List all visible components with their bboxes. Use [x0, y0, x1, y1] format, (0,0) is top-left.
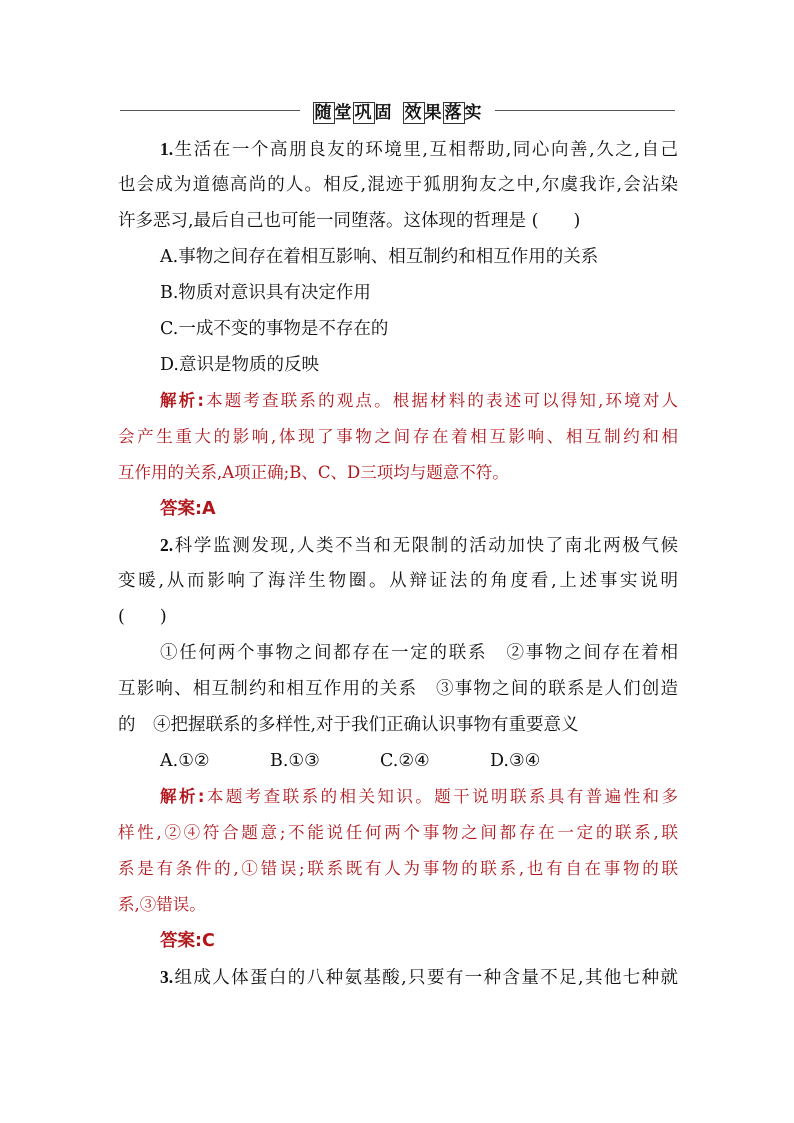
q2-stem-line-2: 变暖,从而影响了海洋生物圈。从辩证法的角度看,上述事实说明	[118, 571, 678, 591]
q2-statement-line-2: 互影响、相互制约和相互作用的关系 ③事物之间的联系是人们创造	[118, 679, 678, 699]
q2-number: 2.	[160, 535, 174, 555]
q2-statement-line-3: 的 ④把握联系的多样性,对于我们正确认识事物有重要意义	[118, 715, 579, 735]
banner-char-boxed: 巩	[354, 103, 373, 123]
q1-option-a: A.事物之间存在着相互影响、相互制约和相互作用的关系	[160, 247, 599, 267]
q2-option-a: A.①②	[160, 751, 210, 771]
banner-char-boxed: 随	[314, 103, 333, 123]
q1-option-c: C.一成不变的事物是不存在的	[160, 319, 389, 339]
q1-stem-line-1	[118, 131, 678, 167]
q2-analysis-label: 解析:	[160, 787, 205, 806]
q2-options	[118, 743, 678, 779]
q1-number: 1.	[160, 139, 174, 159]
q1-analysis-text-1: 本题考查联系的观点。根据材料的表述可以得知,环境对人	[203, 391, 678, 410]
q1-stem-text-1: 生活在一个高朋良友的环境里,互相帮助,同心向善,久之,自己	[173, 140, 678, 160]
content	[118, 131, 678, 995]
banner-char: 堂	[334, 103, 353, 123]
q2-answer-value: C	[202, 931, 215, 951]
q1-stem-line-2: 也会成为道德高尚的人。相反,混迹于狐朋狗友之中,尔虞我诈,会沾染	[118, 175, 678, 195]
banner-char-boxed: 落	[444, 103, 463, 123]
q2-answer-blank: ( )	[118, 607, 167, 627]
q1-analysis-label: 解析:	[160, 391, 204, 410]
q1-option-d: D.意识是物质的反映	[160, 355, 319, 375]
q2-option-c: C.②④	[380, 751, 430, 771]
q1-answer-value: A	[202, 499, 216, 519]
q1-analysis-line-1	[118, 383, 678, 419]
q2-stem-line-1	[118, 527, 678, 563]
q2-answer	[118, 923, 678, 959]
q2-analysis-line-3: 系是有条件的,①错误;联系既有人为事物的联系,也有自在事物的联	[118, 859, 678, 878]
q3-stem-line-1	[118, 959, 678, 995]
q1-stem-text-3: 许多恶习,最后自己也可能一同堕落。这体现的哲理是	[118, 211, 527, 231]
banner-char: 实	[464, 103, 483, 123]
q2-option-b: B.①③	[270, 751, 320, 771]
banner-char: 固	[374, 103, 393, 123]
q1-answer-label: 答案:	[160, 499, 202, 519]
q1-analysis-line-2: 会产生重大的影响,体现了事物之间存在着相互影响、相互制约和相	[118, 427, 678, 446]
banner-rule-right	[495, 110, 675, 111]
q2-option-d: D.③④	[490, 751, 541, 771]
banner-char-boxed: 效	[404, 103, 423, 123]
banner-title	[310, 98, 485, 123]
q2-analysis-line-2: 样性,②④符合题意;不能说任何两个事物之间都存在一定的联系,联	[118, 823, 678, 842]
section-banner	[120, 98, 675, 122]
q1-stem-line-3	[118, 203, 678, 239]
q1-option-b: B.物质对意识具有决定作用	[160, 283, 371, 303]
banner-char: 果	[424, 103, 443, 123]
banner-rule-left	[120, 110, 300, 111]
q3-stem-text-1: 组成人体蛋白的八种氨基酸,只要有一种含量不足,其他七种就	[173, 968, 678, 988]
q1-answer-blank: ( )	[531, 211, 581, 231]
q2-analysis-text-1: 本题考查联系的相关知识。题干说明联系具有普遍性和多	[204, 787, 678, 806]
q3-number: 3.	[160, 967, 174, 987]
q1-answer	[118, 491, 678, 527]
q2-statement-line-1: ①任何两个事物之间都存在一定的联系 ②事物之间存在着相	[160, 643, 678, 663]
q2-analysis-line-4: 系,③错误。	[118, 895, 206, 914]
q2-answer-label: 答案:	[160, 931, 202, 951]
q1-analysis-line-3: 互作用的关系,A项正确;B、C、D三项均与题意不符。	[118, 463, 509, 482]
q2-analysis-line-1	[118, 779, 678, 815]
q2-stem-text-1: 科学监测发现,人类不当和无限制的活动加快了南北两极气候	[173, 536, 678, 556]
